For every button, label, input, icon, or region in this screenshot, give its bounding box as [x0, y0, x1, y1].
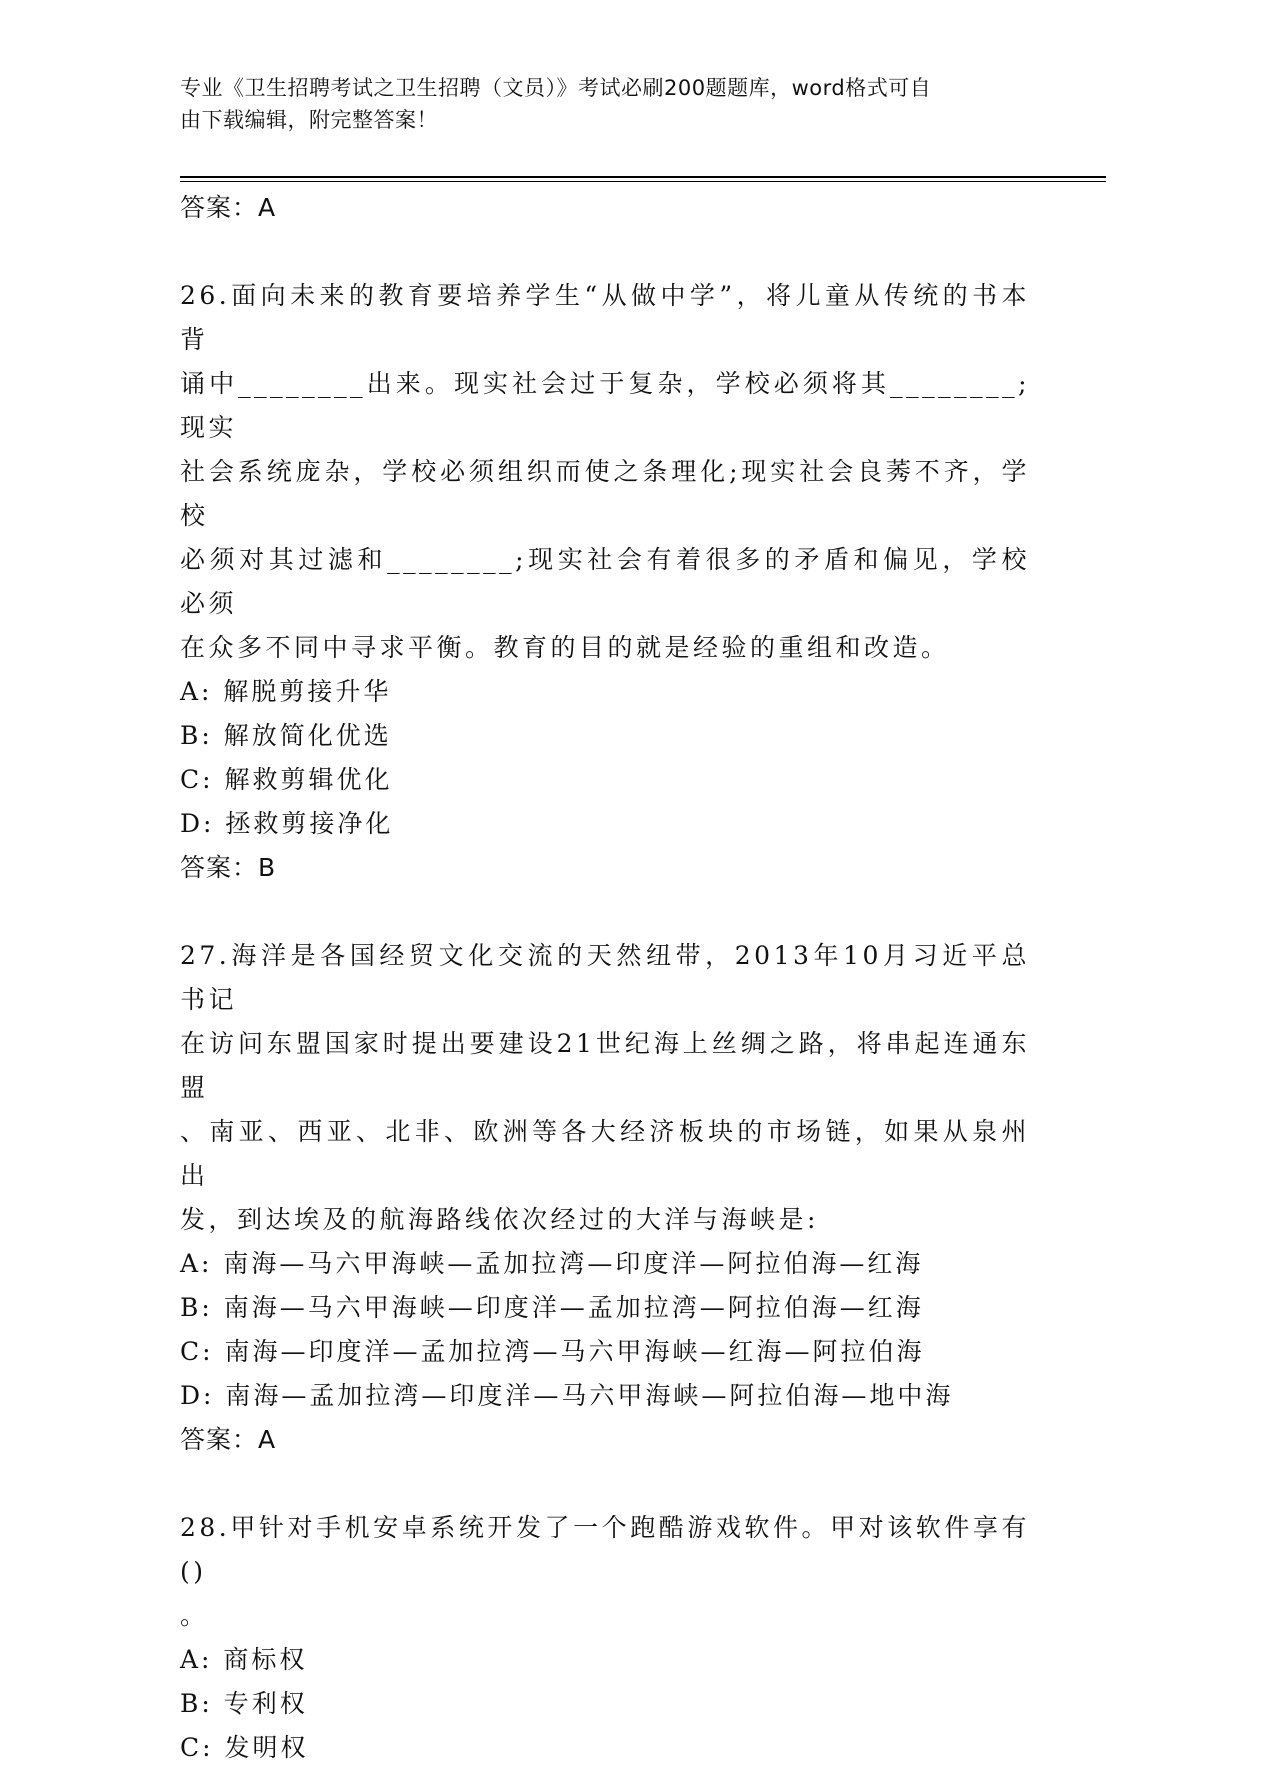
question-stem-line: 在访问东盟国家时提出要建设21世纪海上丝绸之路，将串起连通东盟	[180, 1029, 1030, 1102]
question-28	[180, 1506, 1030, 1770]
question-stem-line: 诵中________出来。现实社会过于复杂，学校必须将其________;现实	[180, 369, 1030, 442]
option-b: B: 南海—马六甲海峡—印度洋—孟加拉湾—阿拉伯海—红海	[180, 1293, 924, 1322]
answer-26: 答案：B	[180, 853, 277, 882]
option-a: A: 南海—马六甲海峡—孟加拉湾—印度洋—阿拉伯海—红海	[180, 1249, 924, 1278]
option-b: B: 专利权	[180, 1689, 308, 1718]
document-header	[180, 72, 1040, 136]
question-stem-line: 必须对其过滤和________;现实社会有着很多的矛盾和偏见，学校必须	[180, 545, 1030, 618]
spacer	[180, 890, 1030, 934]
spacer	[180, 230, 1030, 274]
header-line-2: 由下载编辑，附完整答案！	[180, 108, 438, 132]
question-27	[180, 934, 1030, 1462]
question-stem-line: 发，到达埃及的航海路线依次经过的大洋与海峡是:	[180, 1205, 819, 1234]
option-d: D: 南海—孟加拉湾—印度洋—马六甲海峡—阿拉伯海—地中海	[180, 1381, 954, 1410]
spacer	[180, 1462, 1030, 1506]
header-line-1: 专业《卫生招聘考试之卫生招聘（文员）》考试必刷200题题库，word格式可自	[180, 76, 932, 100]
option-d: D: 拯救剪接净化	[180, 809, 394, 838]
header-divider-thick	[180, 176, 1106, 178]
header-divider-thin	[180, 181, 1106, 182]
answer-previous: 答案：A	[180, 193, 277, 222]
document-body	[180, 186, 1030, 1770]
question-stem-line: 27.海洋是各国经贸文化交流的天然纽带，2013年10月习近平总书记	[180, 941, 1030, 1014]
question-stem-line: 、南亚、西亚、北非、欧洲等各大经济板块的市场链，如果从泉州出	[180, 1117, 1030, 1190]
option-c: C: 南海—印度洋—孟加拉湾—马六甲海峡—红海—阿拉伯海	[180, 1337, 925, 1366]
question-stem-line: 26.面向未来的教育要培养学生“从做中学”，将儿童从传统的书本背	[180, 281, 1030, 354]
option-a: A: 解脱剪接升华	[180, 677, 392, 706]
option-b: B: 解放简化优选	[180, 721, 392, 750]
question-26	[180, 274, 1030, 890]
option-c: C: 解救剪辑优化	[180, 765, 393, 794]
question-stem-line: 在众多不同中寻求平衡。教育的目的就是经验的重组和改造。	[180, 633, 950, 662]
question-stem-line: 。	[180, 1601, 209, 1630]
question-stem-line: 社会系统庞杂，学校必须组织而使之条理化;现实社会良莠不齐，学校	[180, 457, 1030, 530]
option-a: A: 商标权	[180, 1645, 308, 1674]
option-c: C: 发明权	[180, 1733, 309, 1762]
answer-27: 答案：A	[180, 1425, 277, 1454]
question-stem-line: 28.甲针对手机安卓系统开发了一个跑酷游戏软件。甲对该软件享有()	[180, 1513, 1030, 1586]
